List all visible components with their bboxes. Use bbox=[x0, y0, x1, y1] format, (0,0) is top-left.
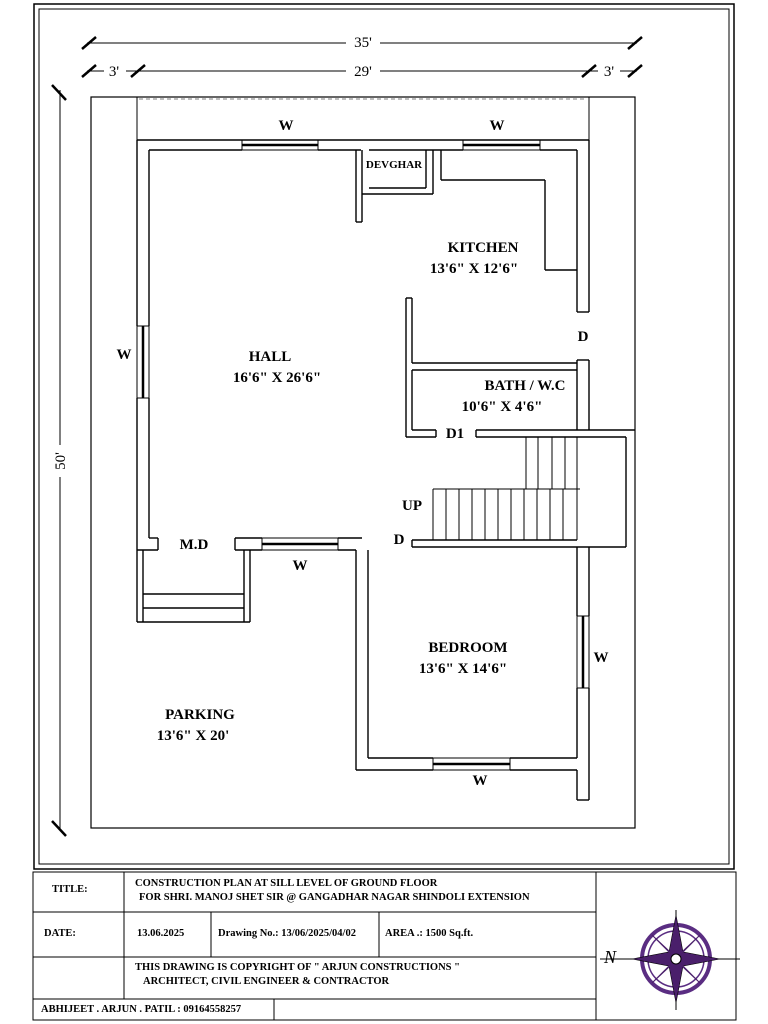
top-projection bbox=[137, 97, 589, 140]
dimension-inner-widths bbox=[82, 63, 642, 80]
north-compass-icon bbox=[600, 910, 740, 1010]
bath-name: BATH / W.C bbox=[484, 378, 566, 394]
bedroom-size: 13'6" X 14'6" bbox=[418, 661, 508, 677]
bath-size: 10'6" X 4'6" bbox=[461, 399, 543, 415]
author-contact: ABHIJEET . ARJUN . PATIL : 09164558257 bbox=[41, 1004, 242, 1015]
stair-up-label: UP bbox=[402, 498, 422, 514]
dim-3-left-label: 3' bbox=[108, 64, 120, 80]
sheet-outer-border bbox=[34, 4, 734, 869]
door-label-kitchen: D bbox=[577, 329, 589, 345]
staircase bbox=[433, 437, 580, 540]
devghar-name: DEVGHAR bbox=[365, 159, 423, 171]
date-label: DATE: bbox=[44, 928, 76, 939]
parking-size: 13'6" X 20' bbox=[156, 728, 230, 744]
drawing-number: Drawing No.: 13/06/2025/04/02 bbox=[218, 928, 356, 939]
area-value: AREA .: 1500 Sq.ft. bbox=[385, 928, 474, 939]
walls bbox=[137, 140, 635, 800]
hall-name: HALL bbox=[248, 349, 292, 365]
kitchen-name: KITCHEN bbox=[447, 240, 519, 256]
dim-35-label: 35' bbox=[354, 35, 372, 51]
copyright-line-2: ARCHITECT, CIVIL ENGINEER & CONTRACTOR bbox=[143, 976, 390, 987]
date-value: 13.06.2025 bbox=[137, 928, 185, 939]
door-label-bedroom: D bbox=[393, 532, 405, 548]
window-label-bedroom-side: W bbox=[593, 650, 609, 666]
window-label-top-left: W bbox=[278, 118, 294, 134]
window-label-hall: W bbox=[116, 347, 132, 363]
dim-3-right-label: 3' bbox=[603, 64, 615, 80]
dimension-overall-length bbox=[52, 85, 69, 836]
dim-50-label: 50' bbox=[53, 452, 69, 470]
main-door-label: M.D bbox=[179, 537, 209, 553]
copyright-line-1: THIS DRAWING IS COPYRIGHT OF " ARJUN CONSTRUCTIONS " bbox=[135, 962, 460, 973]
title-label: TITLE: bbox=[52, 884, 88, 895]
door-label-d1: D1 bbox=[445, 426, 465, 442]
dimension-overall-width bbox=[82, 34, 642, 51]
dim-29-label: 29' bbox=[354, 64, 372, 80]
window-label-bedroom-bottom: W bbox=[472, 773, 488, 789]
parking-name: PARKING bbox=[165, 707, 235, 723]
title-line-2: FOR SHRI. MANOJ SHET SIR @ GANGADHAR NAGAR SHINDOLI EXTENSION bbox=[139, 892, 530, 903]
window-label-top-right: W bbox=[489, 118, 505, 134]
kitchen-size: 13'6" X 12'6" bbox=[429, 261, 519, 277]
hall-size: 16'6" X 26'6" bbox=[232, 370, 322, 386]
window-label-parking: W bbox=[292, 558, 308, 574]
windows bbox=[137, 140, 589, 770]
north-label: N bbox=[604, 947, 617, 967]
title-line-1: CONSTRUCTION PLAN AT SILL LEVEL OF GROUND FLOOR bbox=[135, 878, 438, 889]
bedroom-name: BEDROOM bbox=[428, 640, 508, 656]
